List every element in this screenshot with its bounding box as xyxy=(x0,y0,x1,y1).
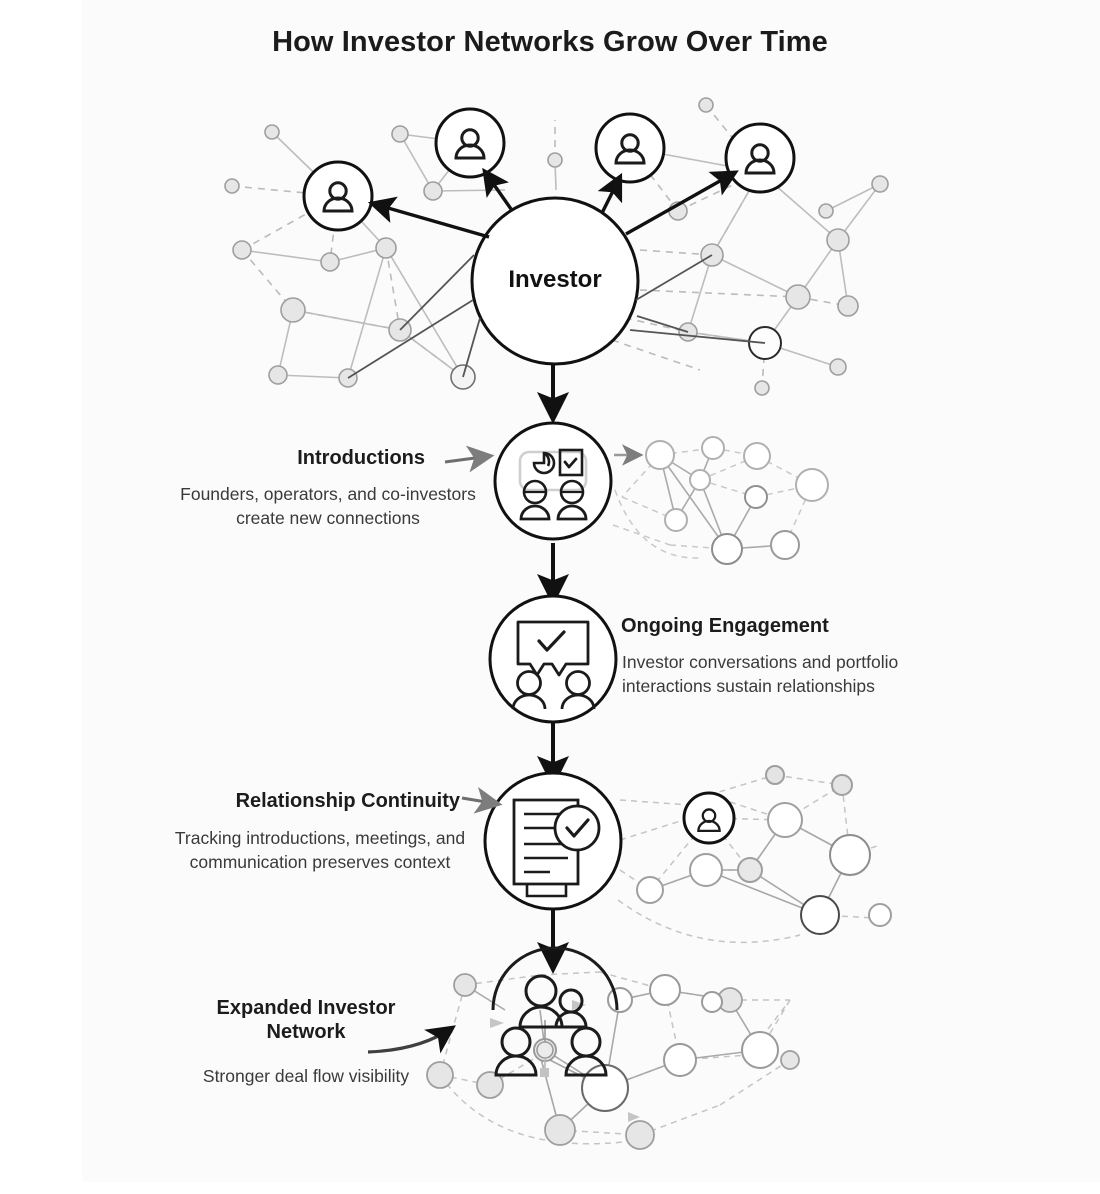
step-heading-expanded-investor-network: Expanded Investor Network xyxy=(216,997,396,1044)
step-heading-ongoing-engagement: Ongoing Engagement xyxy=(621,615,829,637)
page-title: How Investor Networks Grow Over Time xyxy=(272,26,828,58)
investor-node-label: Investor xyxy=(508,266,602,293)
step-body-relationship-continuity: Tracking introductions, meetings, and communication preserves context xyxy=(174,828,466,873)
step-introductions-network xyxy=(613,437,828,564)
avatar-node-3[interactable] xyxy=(596,114,664,182)
avatar-node-2[interactable] xyxy=(436,109,504,177)
step-icon-circle-ongoing-engagement[interactable] xyxy=(490,596,616,722)
step-body-ongoing-engagement: Investor conversations and portfolio interactions sustain relationships xyxy=(622,652,899,697)
avatar-node-1[interactable] xyxy=(304,162,372,230)
step-expanded-network xyxy=(427,972,799,1149)
connector-relationship-continuity xyxy=(462,798,498,804)
continuity-avatar-node[interactable] xyxy=(684,793,734,843)
step-icon-circle-introductions[interactable] xyxy=(495,423,611,539)
avatar-node-4[interactable] xyxy=(726,124,794,192)
connector-introductions xyxy=(445,456,490,462)
step-heading-introductions: Introductions xyxy=(297,447,425,469)
step-heading-relationship-continuity: Relationship Continuity xyxy=(235,790,460,812)
step-continuity-network xyxy=(618,766,891,942)
step-body-expanded-investor-network: Stronger deal flow visibility xyxy=(202,1066,410,1086)
step-body-introductions: Founders, operators, and co-investors create new connections xyxy=(180,484,476,529)
